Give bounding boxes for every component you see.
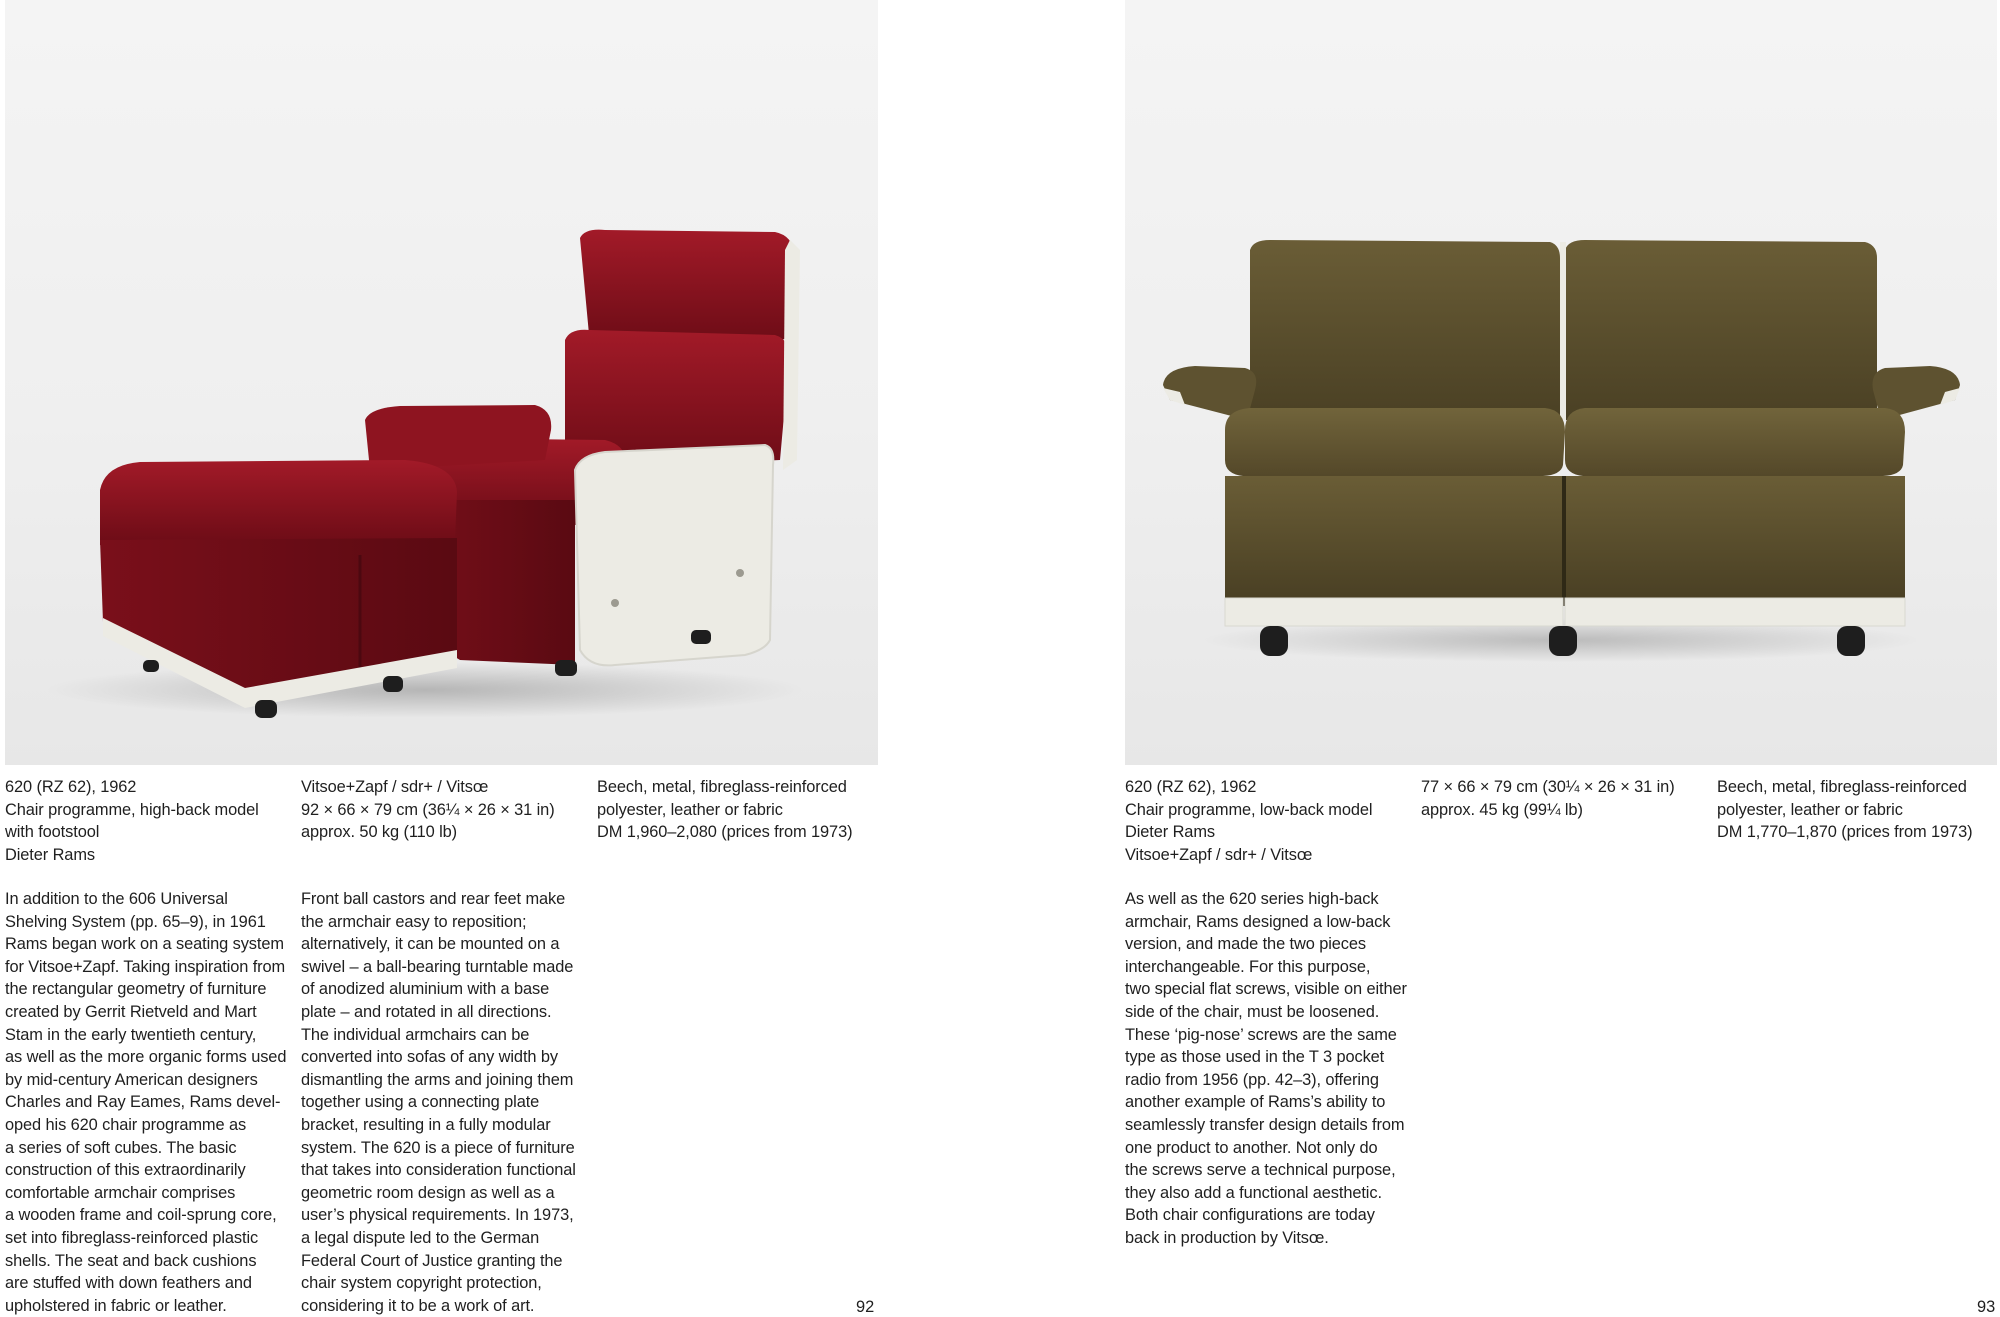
caption-manufacturer: Vitsoe+Zapf / sdr+ / Vitsœ 92 × 66 × 79 cm (36¼ × 26 × 31 in) approx. 50 kg (110 lb)	[301, 778, 555, 842]
caption-model: 620 (RZ 62), 1962 Chair programme, high-back model with footstool Dieter Rams	[5, 778, 259, 864]
sofa-photo	[1125, 0, 1997, 765]
sofa-back-right	[1565, 240, 1877, 420]
seat-cushion-left	[1225, 408, 1565, 476]
footstool-castor	[255, 700, 277, 718]
sofa-castor	[1260, 626, 1288, 656]
chair-foot	[691, 630, 711, 644]
sofa-castor	[1549, 626, 1577, 656]
body-text-column: Front ball castors and rear feet make the armchair easy to reposition; alternatively, it can be mounted on a swivel – a ball-bearing turntable made of anodized aluminium with a base plate – and rotated in all directions. The individual armchairs can be converted into sofas of any width by dismantling the arms and joining them together using a connecting plate bracket, resulting in a fully modular system. The 620 is a piece of furniture that takes into consideration functional geometric room design as well as a user’s physical requirements. In 1973, a legal dispute led to the German Federal Court of Justice granting the chair system copyright protection, considering it to be a work of art.	[301, 890, 576, 1315]
pig-nose-screw	[611, 599, 619, 607]
caption-materials: Beech, metal, fibreglass-reinforced polyester, leather or fabric DM 1,960–2,080 (prices from 1973)	[597, 778, 853, 842]
sofa-base-right	[1565, 476, 1905, 598]
back-shell	[783, 240, 800, 470]
armchair-photo	[5, 0, 878, 765]
seat-cushion-right	[1565, 408, 1905, 476]
armchair-illustration	[5, 0, 878, 765]
bottom-shell-right	[1565, 598, 1905, 626]
page-number: 92	[856, 1298, 875, 1316]
sofa-castor	[1837, 626, 1865, 656]
chair-foot	[555, 660, 577, 676]
sofa-base-left	[1225, 476, 1563, 598]
footstool-cushion	[100, 460, 457, 545]
module-seam	[1562, 476, 1566, 606]
bottom-shell-left	[1225, 598, 1563, 626]
footstool-castor	[143, 660, 159, 672]
side-shell	[575, 445, 773, 665]
caption-model: 620 (RZ 62), 1962 Chair programme, low-back model Dieter Rams Vitsoe+Zapf / sdr+ / Vitsœ	[1125, 778, 1373, 864]
pig-nose-screw	[736, 569, 744, 577]
body-text-column: As well as the 620 series high-back armchair, Rams designed a low-back version, and made the two pieces interchangeable. For this purpose, two special flat screws, visible on either side of the chair, must be loosened. These ‘pig-nose’ screws are the same type as those used in the T 3 pocket radio from 1956 (pp. 42–3), offering another example of Rams’s ability to seamlessly transfer design details from one product to another. Not only do the screws serve a technical purpose, they also add a functional aesthetic. Both chair configurations are today back in production by Vitsœ.	[1125, 890, 1407, 1247]
headrest	[580, 230, 795, 345]
footstool-castor	[383, 676, 403, 692]
sofa-illustration	[1125, 0, 1997, 765]
caption-materials: Beech, metal, fibreglass-reinforced polyester, leather or fabric DM 1,770–1,870 (prices from 1973)	[1717, 778, 1973, 842]
back-shell-divider	[1560, 242, 1566, 420]
sofa-back-left	[1250, 240, 1560, 420]
page-number: 93	[1977, 1298, 1996, 1316]
body-text-column: In addition to the 606 Universal Shelving System (pp. 65–9), in 1961 Rams began work on a seating system for Vitsoe+Zapf. Taking inspiration from the rectangular geometry of furniture created by Gerrit Rietveld and Mart Stam in the early twentieth century, as well as the more organic forms used by mid-century American designers Charles and Ray Eames, Rams devel- oped his 620 chair programme as a series of soft cubes. The basic construction of this extraordinarily comfortable armchair comprises a wooden frame and coil-sprung core, set into fibreglass-reinforced plastic shells. The seat and back cushions are stuffed with down feathers and upholstered in fabric or leather.	[5, 890, 287, 1315]
caption-dimensions: 77 × 66 × 79 cm (30¼ × 26 × 31 in) approx. 45 kg (99¼ lb)	[1421, 778, 1675, 819]
